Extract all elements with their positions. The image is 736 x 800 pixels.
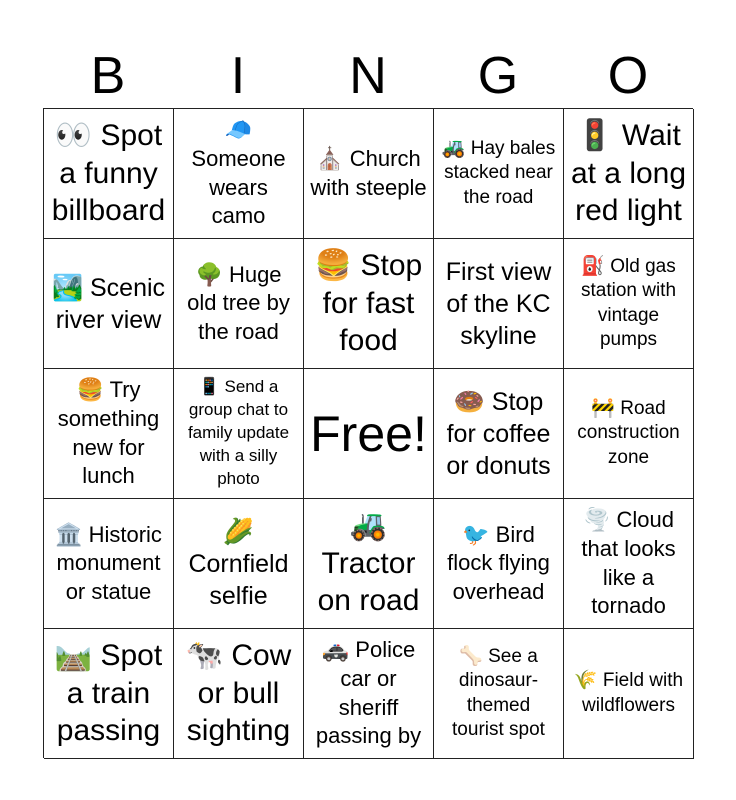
bingo-cell[interactable] — [304, 109, 434, 239]
bingo-cell[interactable] — [304, 499, 434, 629]
bingo-cell[interactable] — [434, 629, 564, 759]
free-space-text: Free! — [310, 405, 427, 462]
cell-text: 🍩 Stop for coffee or donuts — [446, 387, 551, 480]
cell-text: 🏞️ Scenic river view — [51, 273, 166, 334]
cell-text: 🐄 Cow or bull sighting — [185, 639, 292, 748]
bingo-cell[interactable] — [564, 109, 694, 239]
bingo-cell[interactable] — [304, 629, 434, 759]
cell-text: First view of the KC skyline — [445, 257, 552, 350]
bingo-cell[interactable] — [44, 629, 174, 759]
free-space-cell[interactable] — [304, 369, 434, 499]
header-letter-g: G — [477, 47, 519, 105]
cell-text: 🌳 Huge old tree by the road — [187, 261, 290, 344]
bingo-cell[interactable] — [44, 499, 174, 629]
cell-text: 🚦 Wait at a long red light — [570, 119, 687, 228]
bingo-cell[interactable] — [434, 109, 564, 239]
bingo-header — [43, 44, 693, 108]
header-letter-b: B — [90, 47, 126, 105]
bingo-cell[interactable] — [564, 369, 694, 499]
bingo-cell[interactable] — [174, 499, 304, 629]
cell-text: 🚜 Hay bales stacked near the road — [441, 138, 556, 208]
bingo-cell[interactable] — [174, 239, 304, 369]
bingo-cell[interactable] — [564, 629, 694, 759]
cell-text: 🚜 Tractor on road — [317, 509, 420, 618]
bingo-cell[interactable] — [174, 369, 304, 499]
cell-text: 🐦 Bird flock flying overhead — [447, 521, 550, 604]
cell-text: 🛤️ Spot a train passing — [54, 639, 163, 748]
cell-text: 🍔 Stop for fast food — [314, 249, 423, 358]
bingo-cell[interactable] — [44, 239, 174, 369]
cell-text: 🦴 See a dinosaur-themed tourist spot — [452, 646, 545, 740]
cell-text: 🌪️ Cloud that looks like a tornado — [581, 507, 676, 619]
bingo-cell[interactable] — [304, 239, 434, 369]
cell-text: 🌾 Field with wildflowers — [573, 670, 684, 716]
header-letter-n: N — [349, 47, 387, 105]
cell-text: 🍔 Try something new for lunch — [57, 377, 160, 489]
bingo-cell[interactable] — [174, 109, 304, 239]
cell-text: 👀 Spot a funny billboard — [51, 119, 166, 228]
cell-text: 🏛️ Historic monument or statue — [55, 521, 162, 604]
bingo-cell[interactable] — [44, 369, 174, 499]
header-letter-i: I — [230, 47, 246, 105]
cell-text: ⛽ Old gas station with vintage pumps — [580, 256, 677, 350]
bingo-cell[interactable] — [564, 499, 694, 629]
bingo-cell[interactable] — [434, 499, 564, 629]
bingo-cell[interactable] — [44, 109, 174, 239]
cell-text: 📱 Send a group chat to family update with a silly photo — [187, 377, 290, 488]
bingo-board — [43, 108, 693, 758]
bingo-cell[interactable] — [434, 369, 564, 499]
cell-text: 🧢 Someone wears camo — [191, 117, 286, 229]
bingo-cell[interactable] — [434, 239, 564, 369]
bingo-cell[interactable] — [564, 239, 694, 369]
cell-text: 🚧 Road construction zone — [577, 398, 680, 468]
bingo-cell[interactable] — [174, 629, 304, 759]
header-letter-o: O — [607, 47, 649, 105]
cell-text: 🚓 Police car or sheriff passing by — [315, 637, 422, 749]
cell-text: ⛪ Church with steeple — [310, 145, 427, 200]
cell-text: 🌽 Cornfield selfie — [188, 517, 289, 610]
